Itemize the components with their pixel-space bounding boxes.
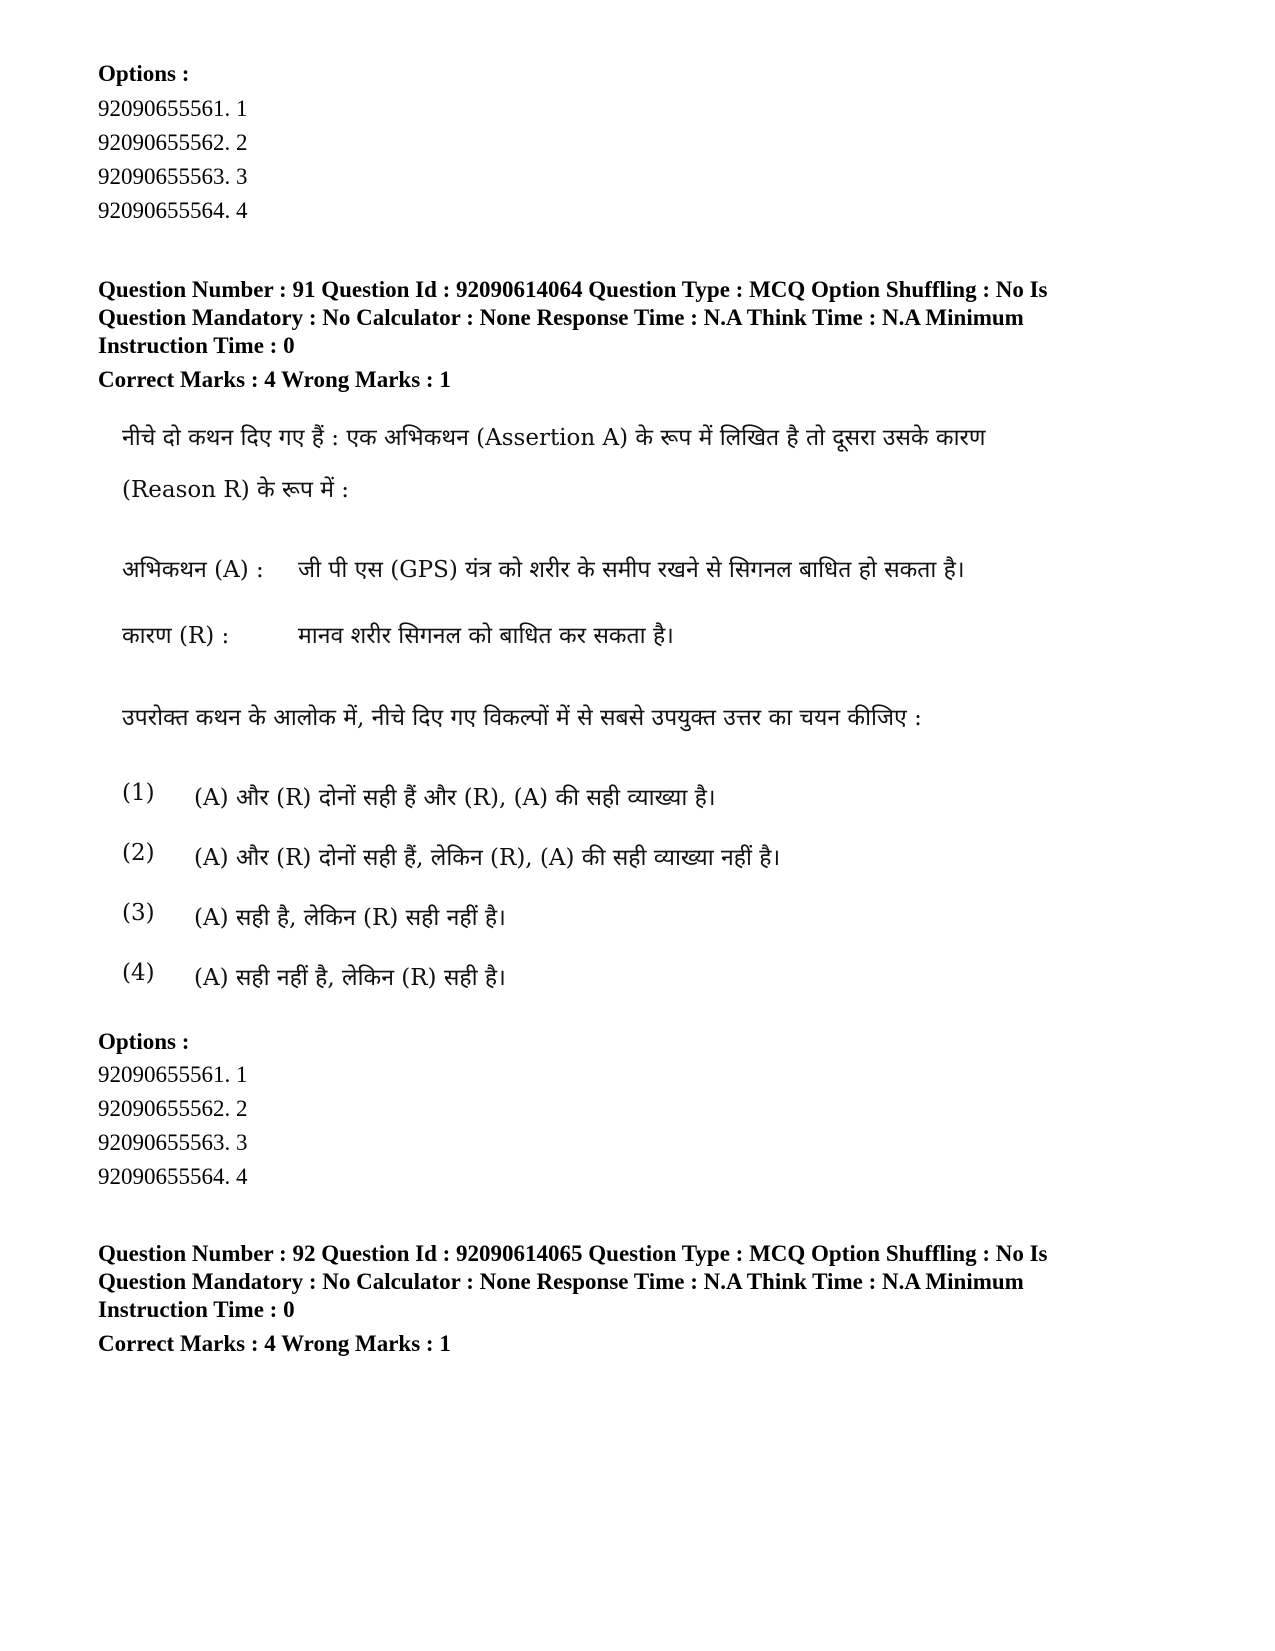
choice-text: (A) और (R) दोनों सही हैं और (R), (A) की सही व्याख्या है। [194, 785, 716, 811]
question-meta-line: Question Number : 92 Question Id : 92090614065 Question Type : MCQ Option Shuffling : No Is [98, 1241, 1048, 1266]
options-heading: Options : [98, 1029, 190, 1054]
option-item: 92090655563. 3 [98, 164, 248, 189]
question-meta-line: Instruction Time : 0 [98, 1297, 295, 1322]
option-item: 92090655561. 1 [98, 96, 248, 121]
choice-number: (4) [122, 960, 155, 986]
option-item: 92090655564. 4 [98, 198, 248, 223]
options-heading: Options : [98, 61, 190, 86]
question-meta-line: Question Number : 91 Question Id : 92090614064 Question Type : MCQ Option Shuffling : No Is [98, 277, 1048, 302]
option-item: 92090655564. 4 [98, 1164, 248, 1189]
reason-label: कारण (R) : [122, 623, 230, 649]
question-marks: Correct Marks : 4 Wrong Marks : 1 [98, 367, 451, 392]
assertion-text: जी पी एस (GPS) यंत्र को शरीर के समीप रखने से सिगनल बाधित हो सकता है। [298, 557, 965, 583]
option-item: 92090655561. 1 [98, 1062, 248, 1087]
question-meta-line: Question Mandatory : No Calculator : None Response Time : N.A Think Time : N.A Minimum [98, 1269, 1024, 1294]
question-marks: Correct Marks : 4 Wrong Marks : 1 [98, 1331, 451, 1356]
choice-number: (1) [122, 780, 155, 806]
choice-number: (2) [122, 840, 155, 866]
option-item: 92090655563. 3 [98, 1130, 248, 1155]
question-meta-line: Question Mandatory : No Calculator : None Response Time : N.A Think Time : N.A Minimum [98, 305, 1024, 330]
choice-text: (A) और (R) दोनों सही हैं, लेकिन (R), (A) की सही व्याख्या नहीं है। [194, 845, 781, 871]
question-intro-line: नीचे दो कथन दिए गए हैं : एक अभिकथन (Assertion A) के रूप में लिखित है तो दूसरा उसके कारण [122, 425, 986, 451]
question-intro-line: (Reason R) के रूप में : [122, 477, 350, 503]
choice-text: (A) सही नहीं है, लेकिन (R) सही है। [194, 965, 506, 991]
choice-number: (3) [122, 900, 155, 926]
question-meta-line: Instruction Time : 0 [98, 333, 295, 358]
reason-text: मानव शरीर सिगनल को बाधित कर सकता है। [298, 623, 674, 649]
assertion-label: अभिकथन (A) : [122, 557, 264, 583]
option-item: 92090655562. 2 [98, 1096, 248, 1121]
choice-text: (A) सही है, लेकिन (R) सही नहीं है। [194, 905, 506, 931]
option-item: 92090655562. 2 [98, 130, 248, 155]
question-instruction: उपरोक्त कथन के आलोक में, नीचे दिए गए विकल्पों में से सबसे उपयुक्त उत्तर का चयन कीजिए : [122, 705, 922, 731]
